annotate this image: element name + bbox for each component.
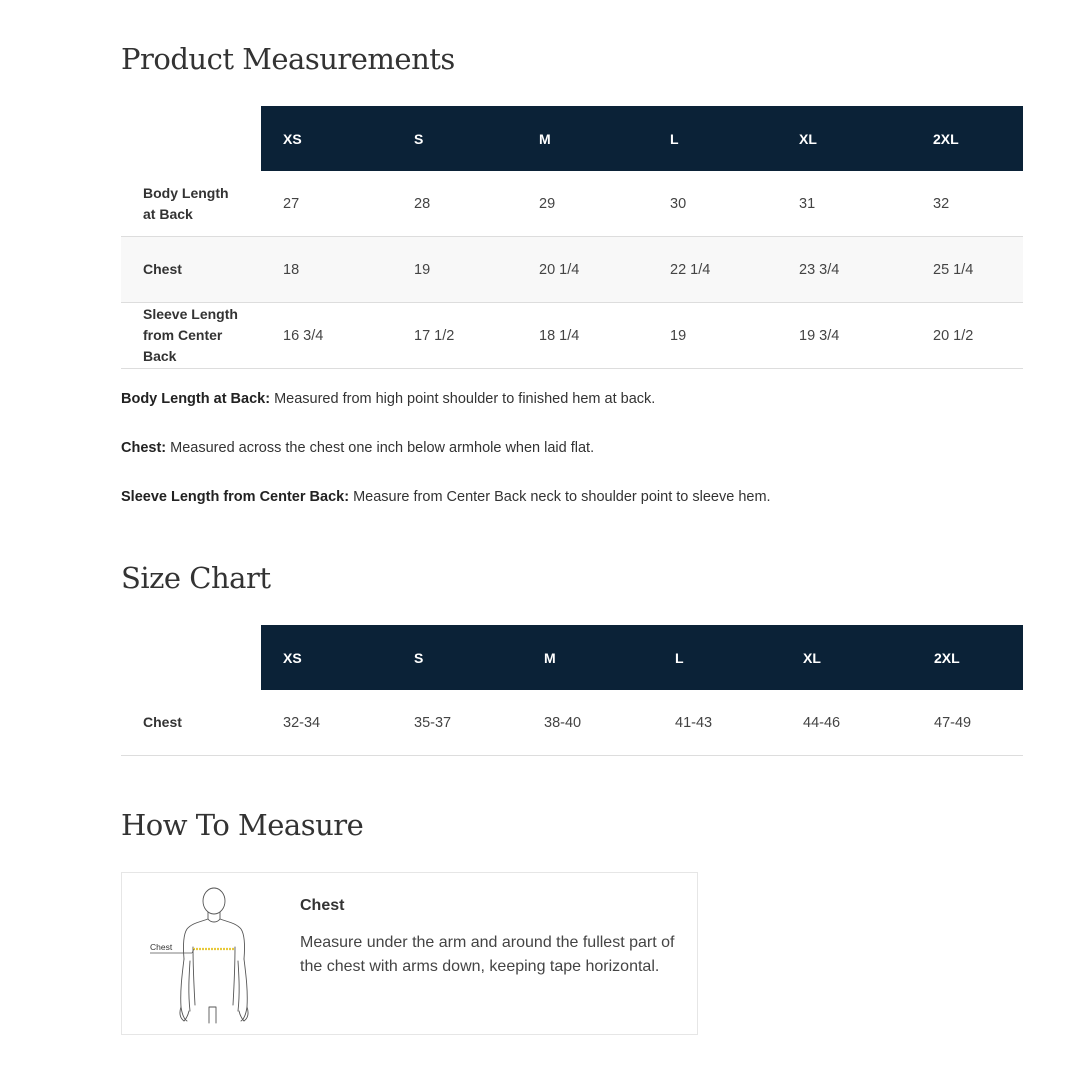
table-cell: 29: [517, 171, 648, 237]
chest-measure-figure: [142, 887, 254, 1025]
size-header: L: [653, 625, 781, 690]
table-header-row: [121, 625, 1023, 690]
size-header: S: [392, 625, 522, 690]
table-row: [121, 171, 1023, 237]
header-corner: [121, 625, 261, 690]
product-measurements-table: [121, 106, 1023, 369]
row-label: Chest: [121, 690, 261, 756]
measure-card-text: [300, 897, 680, 979]
note-body-length: Body Length at Back: Measured from high point shoulder to finished hem at back.: [121, 391, 656, 407]
size-header: L: [648, 106, 777, 171]
table-row: [121, 237, 1023, 303]
size-header: XL: [781, 625, 912, 690]
measure-card-description: Measure under the arm and around the fullest part of the chest with arms down, keeping tape horizontal.: [300, 934, 675, 975]
size-header: XL: [777, 106, 911, 171]
table-cell: 20 1/4: [517, 237, 648, 303]
size-header: 2XL: [911, 106, 1023, 171]
size-header: XS: [261, 625, 392, 690]
size-chart-table: [121, 625, 1023, 756]
table-cell: 30: [648, 171, 777, 237]
how-to-measure-heading: How To Measure: [121, 808, 364, 842]
table-row: [121, 303, 1023, 369]
table-cell: 28: [392, 171, 517, 237]
table-row: [121, 690, 1023, 756]
table-cell: 16 3/4: [261, 303, 392, 369]
table-cell: 32-34: [261, 690, 392, 756]
row-label: Sleeve Length from Center Back: [121, 303, 261, 369]
table-cell: 17 1/2: [392, 303, 517, 369]
product-measurements-heading: Product Measurements: [121, 42, 455, 76]
table-cell: 35-37: [392, 690, 522, 756]
table-cell: 25 1/4: [911, 237, 1023, 303]
size-header: M: [522, 625, 653, 690]
header-corner: [121, 106, 261, 171]
measurement-notes: [121, 390, 1023, 537]
note-chest: Chest: Measured across the chest one inch below armhole when laid flat.: [121, 440, 595, 456]
row-label: Body Length at Back: [121, 171, 261, 237]
table-header-row: [121, 106, 1023, 171]
row-label: Chest: [121, 237, 261, 303]
table-cell: 22 1/4: [648, 237, 777, 303]
table-cell: 19: [648, 303, 777, 369]
table-cell: 19 3/4: [777, 303, 911, 369]
table-cell: 31: [777, 171, 911, 237]
table-cell: 32: [911, 171, 1023, 237]
table-cell: 20 1/2: [911, 303, 1023, 369]
size-header: M: [517, 106, 648, 171]
note-sleeve-length: Sleeve Length from Center Back: Measure from Center Back neck to shoulder point to sleeve hem.: [121, 489, 771, 505]
table-cell: 23 3/4: [777, 237, 911, 303]
table-cell: 38-40: [522, 690, 653, 756]
table-cell: 41-43: [653, 690, 781, 756]
table-cell: 19: [392, 237, 517, 303]
person-outline-icon: [142, 887, 254, 1025]
size-header: XS: [261, 106, 392, 171]
measure-card-chest: [121, 872, 698, 1035]
measure-card-title: Chest: [300, 897, 345, 914]
size-header: S: [392, 106, 517, 171]
size-chart-heading: Size Chart: [121, 561, 271, 595]
table-cell: 18 1/4: [517, 303, 648, 369]
table-cell: 44-46: [781, 690, 912, 756]
table-cell: 27: [261, 171, 392, 237]
size-header: 2XL: [912, 625, 1023, 690]
figure-label: Chest: [150, 942, 173, 952]
table-cell: 18: [261, 237, 392, 303]
table-cell: 47-49: [912, 690, 1023, 756]
